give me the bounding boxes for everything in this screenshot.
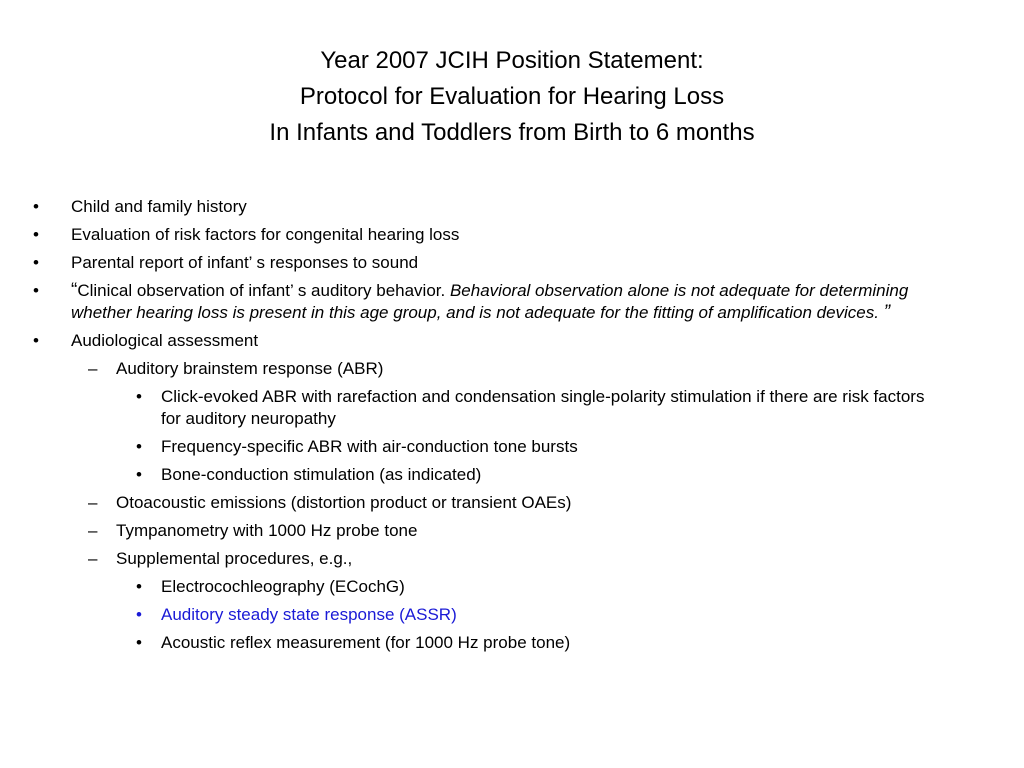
item-text: Bone-conduction stimulation (as indicated): [161, 465, 482, 484]
sub-list-item: [0, 548, 1000, 570]
item-text: Click-evoked ABR with rarefaction and condensation single-polarity stimulation if there are risk factors for auditory neuropathy: [161, 387, 925, 428]
sub-list-item: [0, 520, 1000, 542]
bullet-marker: •: [33, 281, 39, 300]
open-quote: “: [71, 280, 78, 301]
item-text: Frequency-specific ABR with air-conduction tone bursts: [161, 437, 578, 456]
dash-marker: –: [88, 359, 98, 378]
item-text: Acoustic reflex measurement (for 1000 Hz probe tone): [161, 633, 571, 652]
dash-marker: –: [88, 493, 98, 512]
item-text: Clinical observation of infant’ s auditory behavior.: [77, 281, 450, 300]
close-quote: ”: [883, 302, 891, 323]
dash-marker: –: [88, 521, 98, 540]
bullet-marker: •: [33, 225, 39, 244]
item-text: Evaluation of risk factors for congenital hearing loss: [71, 225, 460, 244]
item-text: Auditory brainstem response (ABR): [116, 359, 384, 378]
list-item-quote: [0, 280, 1000, 324]
bullet-marker: •: [33, 331, 39, 350]
item-text: Child and family history: [71, 197, 247, 216]
list-item: [0, 252, 1000, 274]
item-text: Parental report of infant’ s responses to sound: [71, 253, 419, 272]
slide-title: [60, 43, 964, 151]
title-line-3: In Infants and Toddlers from Birth to 6 months: [269, 119, 755, 146]
item-italic-text: Behavioral observation alone is not adequate for determining whether hearing loss is present in this age group, and is not adequate for the fitting of amplification devices.: [71, 281, 909, 322]
sub-sub-list-item: [0, 632, 1000, 654]
sub-sub-list-item: [0, 576, 1000, 598]
item-text: Supplemental procedures, e.g.,: [116, 549, 353, 568]
bullet-marker: •: [33, 197, 39, 216]
bullet-marker: •: [136, 387, 142, 406]
list-item: [0, 330, 1000, 352]
title-line-2: Protocol for Evaluation for Hearing Loss: [299, 83, 725, 110]
sub-sub-list-item-highlighted: [0, 604, 1000, 626]
list-item: [0, 196, 1000, 218]
sub-sub-list-item: [0, 464, 1000, 486]
bullet-marker: •: [136, 577, 142, 596]
bullet-marker: •: [136, 465, 142, 484]
sub-list-item: [0, 358, 1000, 380]
bullet-marker: •: [33, 253, 39, 272]
bullet-list: [0, 196, 1000, 660]
item-text: Tympanometry with 1000 Hz probe tone: [116, 521, 418, 540]
item-text: Electrocochleography (ECochG): [161, 577, 405, 596]
bullet-marker: •: [136, 605, 142, 624]
list-item: [0, 224, 1000, 246]
title-line-1: Year 2007 JCIH Position Statement:: [320, 47, 704, 74]
dash-marker: –: [88, 549, 98, 568]
bullet-marker: •: [136, 437, 142, 456]
sub-list-item: [0, 492, 1000, 514]
sub-sub-list-item: [0, 386, 1000, 430]
item-text: Audiological assessment: [71, 331, 259, 350]
sub-sub-list-item: [0, 436, 1000, 458]
bullet-marker: •: [136, 633, 142, 652]
item-text: Auditory steady state response (ASSR): [161, 605, 457, 624]
item-text: Otoacoustic emissions (distortion product or transient OAEs): [116, 493, 572, 512]
